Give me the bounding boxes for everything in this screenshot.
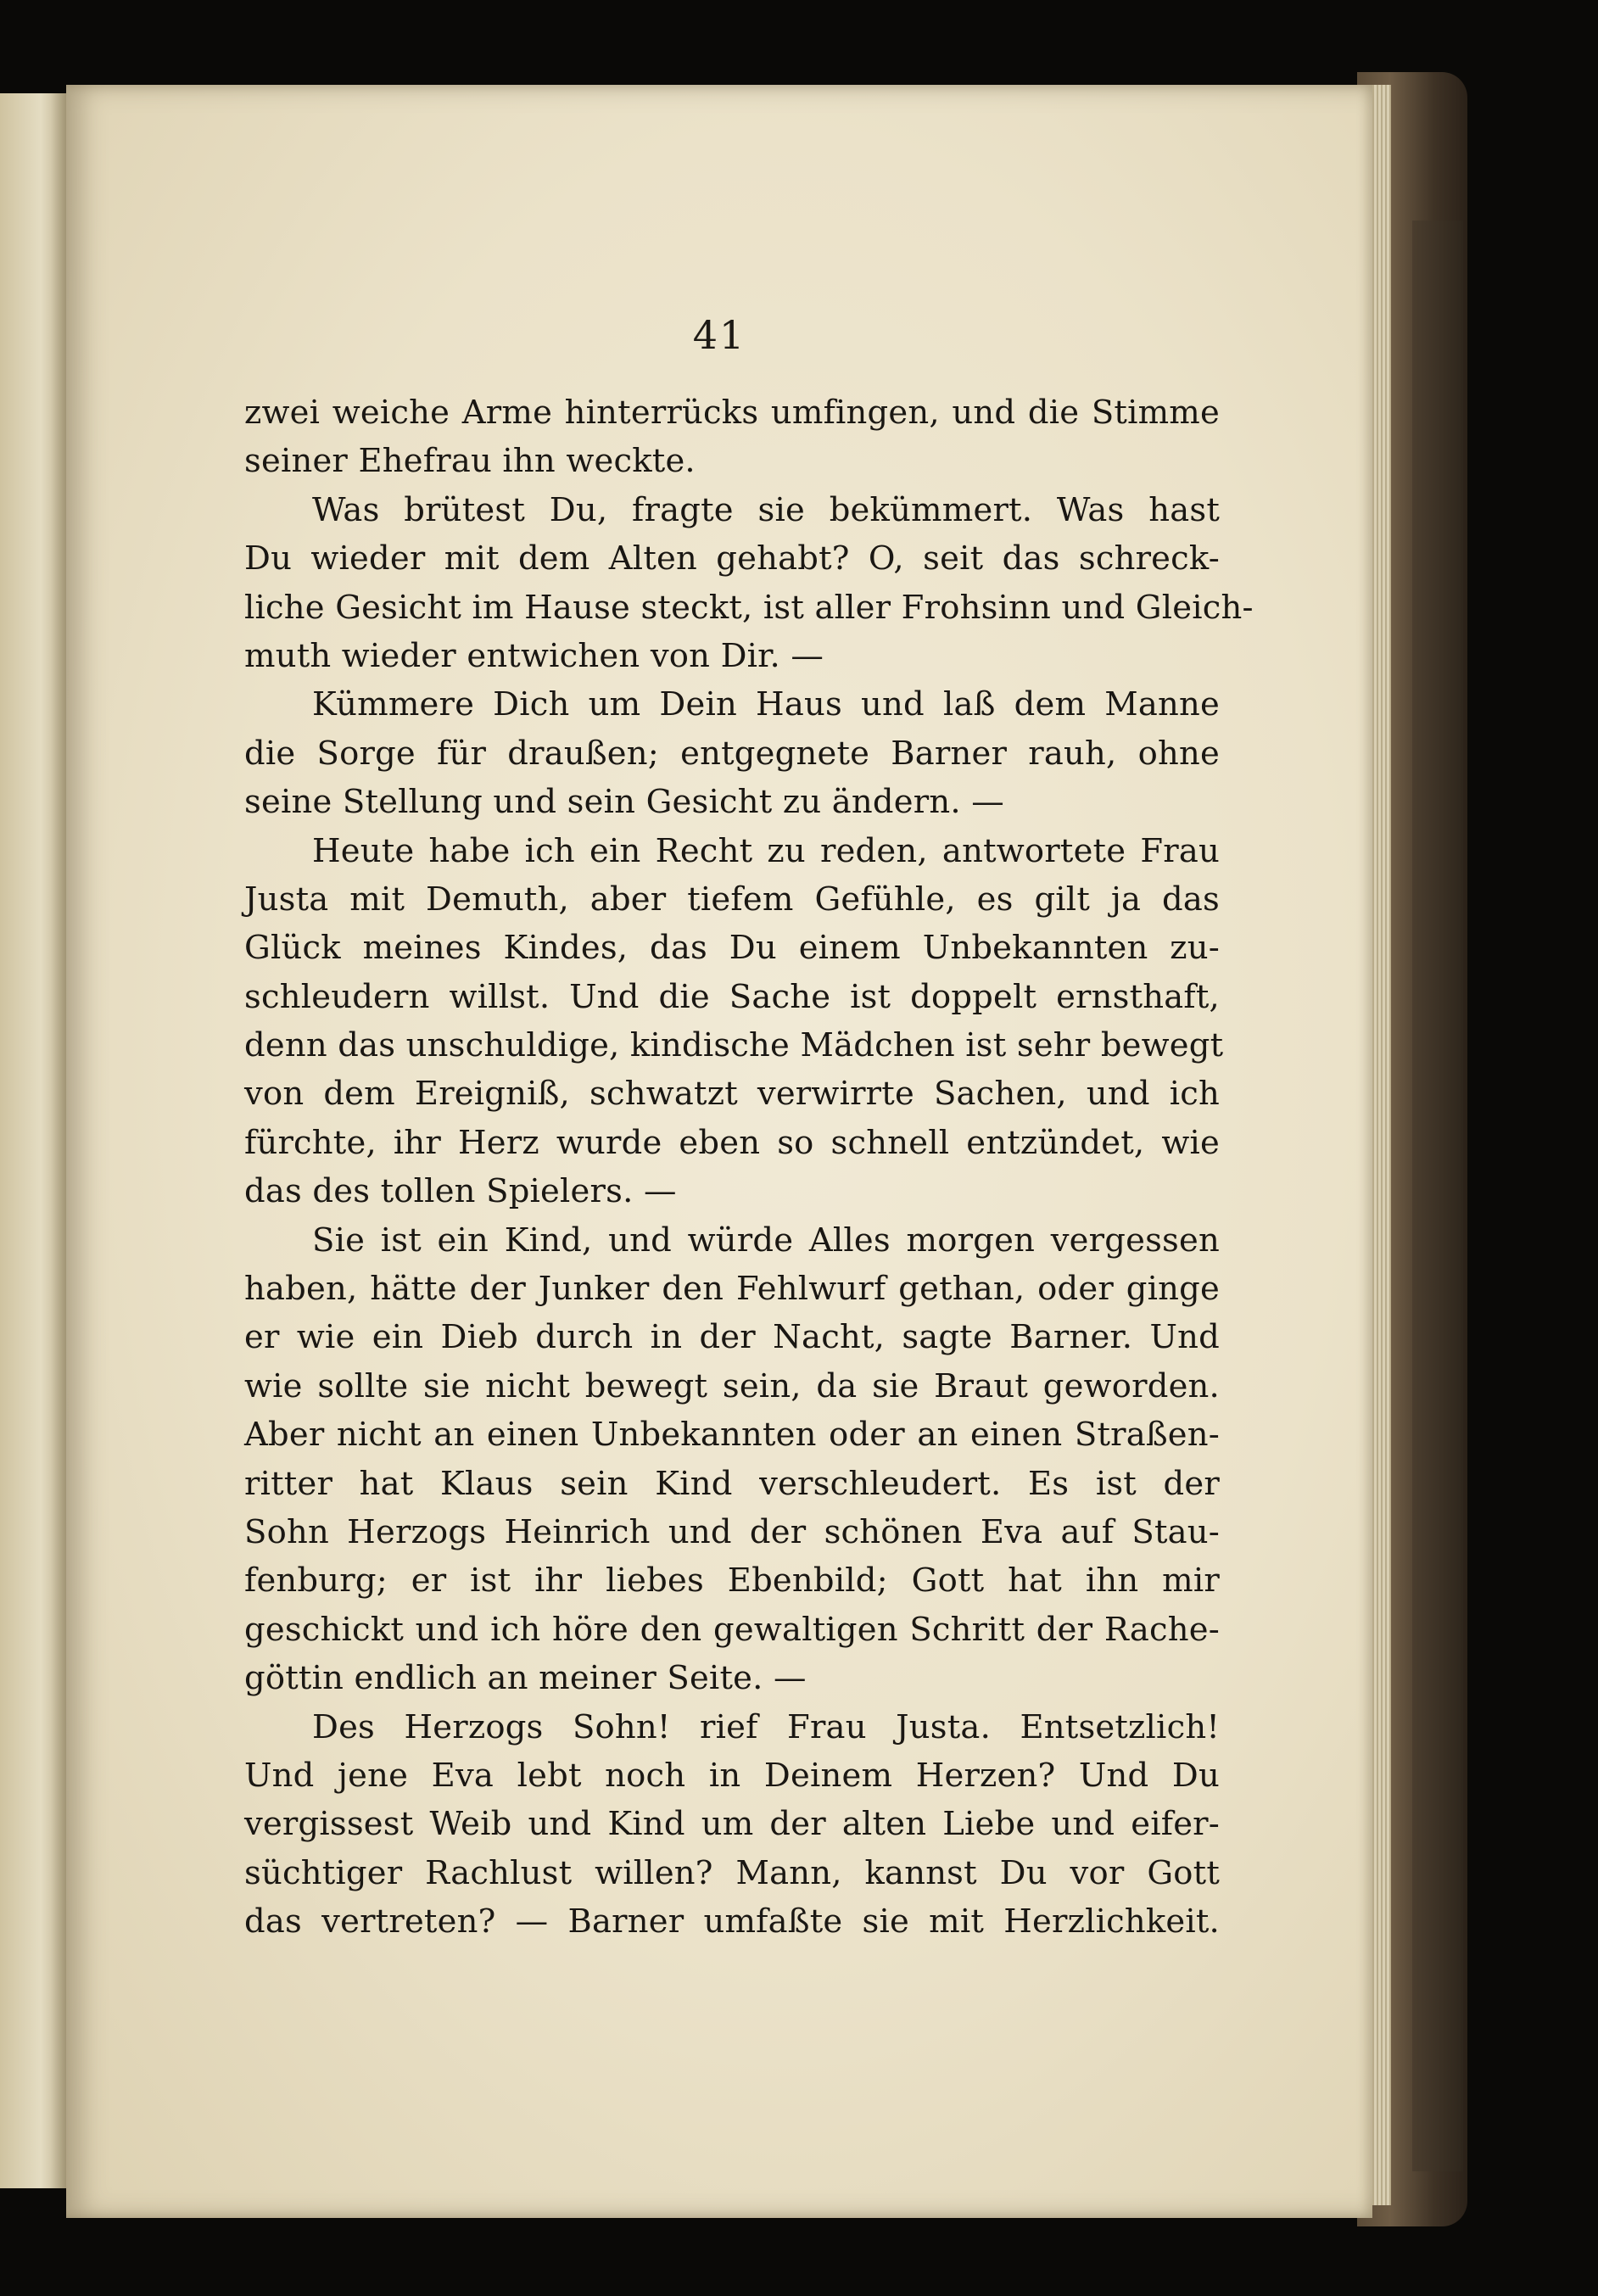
text-line: vergissest Weib und Kind um der alten Liebe und eifer- [244, 1805, 1220, 1844]
text-line: süchtiger Rachlust willen? Mann, kannst Du vor Gott [244, 1853, 1220, 1892]
text-line: Und jene Eva lebt noch in Deinem Herzen? Und Du [244, 1756, 1220, 1795]
text-line: Des Herzogs Sohn! rief Frau Justa. Entsetzlich! [312, 1707, 1220, 1746]
text-line: Heute habe ich ein Recht zu reden, antwortete Frau [312, 831, 1220, 870]
text-line: zwei weiche Arme hinterrücks umfingen, und die Stimme [244, 394, 1220, 432]
text-line: schleudern willst. Und die Sache ist doppelt ernsthaft, [244, 977, 1220, 1016]
text-line: fürchte, ihr Herz wurde eben so schnell entzündet, wie [244, 1123, 1220, 1162]
text-line: Aber nicht an einen Unbekannten oder an einen Straßen- [244, 1416, 1220, 1455]
text-line: Glück meines Kindes, das Du einem Unbekannten zu- [244, 929, 1220, 968]
text-line: das des tollen Spielers. — [244, 1172, 677, 1211]
text-line: ritter hat Klaus sein Kind verschleudert. Es ist der [244, 1464, 1220, 1503]
text-line: liche Gesicht im Hause steckt, ist aller Frohsinn und Gleich- [244, 588, 1254, 627]
text-line: von dem Ereigniß, schwatzt verwirrte Sachen, und ich [244, 1075, 1220, 1114]
text-line: Du wieder mit dem Alten gehabt? O, seit das schreck- [244, 539, 1220, 578]
text-line: er wie ein Dieb durch in der Nacht, sagte Barner. Und [244, 1318, 1220, 1357]
text-line: denn das unschuldige, kindische Mädchen ist sehr bewegt [244, 1026, 1224, 1065]
text-line: muth wieder entwichen von Dir. — [244, 636, 824, 675]
text-line: geschickt und ich höre den gewaltigen Schritt der Rache- [244, 1610, 1220, 1649]
text-line: seiner Ehefrau ihn weckte. [244, 442, 696, 481]
text-line: göttin endlich an meiner Seite. — [244, 1659, 807, 1698]
page-number: 41 [692, 312, 746, 358]
text-line: Sie ist ein Kind, und würde Alles morgen vergessen [312, 1221, 1220, 1260]
text-line: wie sollte sie nicht bewegt sein, da sie Braut geworden. [244, 1366, 1220, 1405]
text-line: seine Stellung und sein Gesicht zu ändern. — [244, 783, 1004, 822]
text-line: haben, hätte der Junker den Fehlwurf gethan, oder ginge [244, 1270, 1220, 1309]
cover-band [1412, 221, 1463, 2171]
text-line: die Sorge für draußen; entgegnete Barner rauh, ohne [244, 734, 1220, 773]
text-line: Kümmere Dich um Dein Haus und laß dem Manne [312, 685, 1220, 724]
book-page [66, 85, 1372, 2218]
text-line: Was brütest Du, fragte sie bekümmert. Was hast [312, 490, 1220, 529]
text-line: fenburg; er ist ihr liebes Ebenbild; Gott hat ihn mir [244, 1561, 1220, 1600]
text-line: Sohn Herzogs Heinrich und der schönen Eva auf Stau- [244, 1512, 1220, 1551]
text-line: das vertreten? — Barner umfaßte sie mit Herzlichkeit. [244, 1902, 1220, 1941]
text-line: Justa mit Demuth, aber tiefem Gefühle, es gilt ja das [244, 880, 1220, 919]
body-text [244, 388, 1254, 1947]
